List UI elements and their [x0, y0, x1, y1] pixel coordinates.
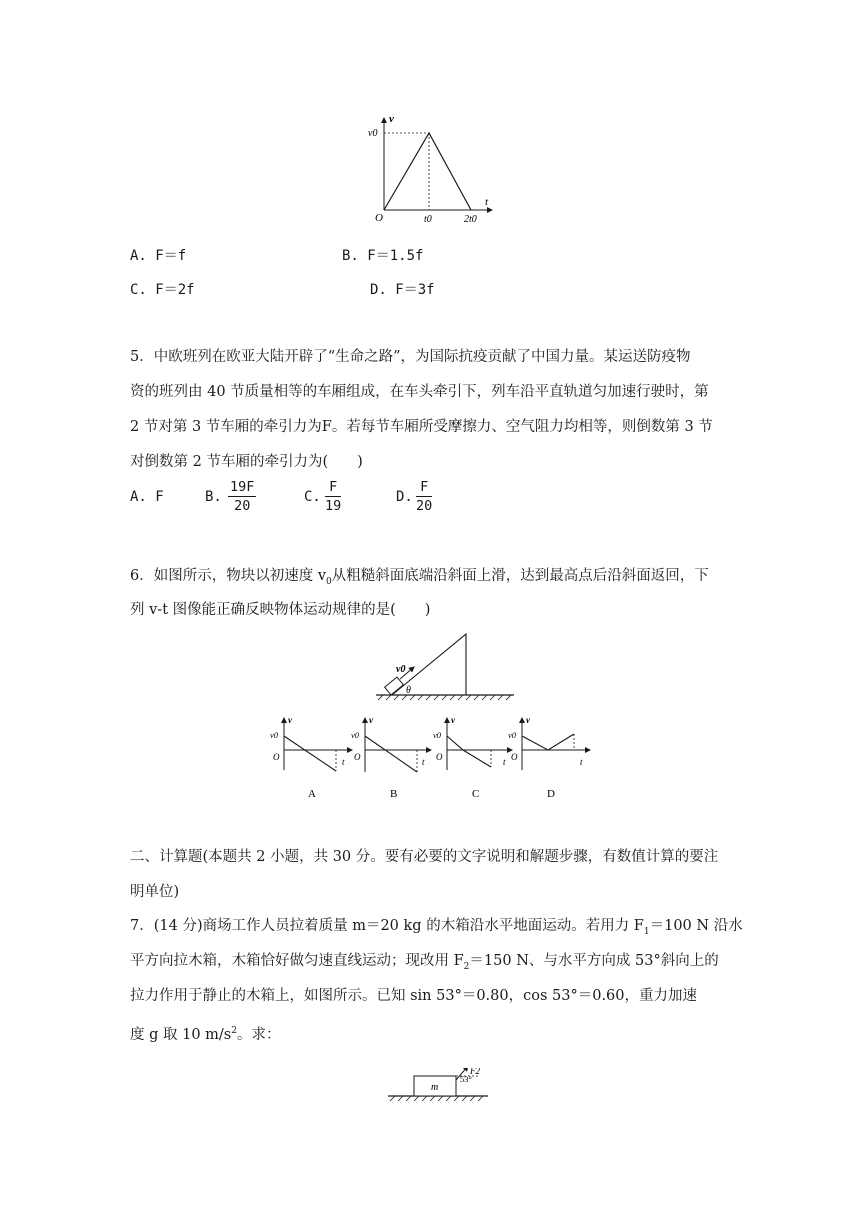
- q7-line-3: 拉力作用于静止的木箱上，如图所示。已知 sin 53°＝0.80，cos 53°＝0.60，重力加速: [130, 988, 698, 1004]
- q5-option-a[interactable]: A. F: [130, 489, 164, 505]
- fraction-numerator: F: [416, 478, 432, 497]
- ground-hatch: [390, 1096, 483, 1101]
- fraction-denominator: 20: [416, 498, 433, 514]
- q5-line-4: 对倒数第 2 节车厢的牵引力为( ): [130, 454, 363, 470]
- v-label: v: [389, 113, 394, 125]
- graph-b: [351, 715, 431, 800]
- q7-l2-sub: 2: [463, 961, 470, 972]
- q7-l2-b: ＝150 N、与水平方向成 53°斜向上的: [469, 953, 719, 969]
- graph-d-label: D: [547, 788, 555, 800]
- fraction-numerator: F: [325, 478, 341, 497]
- graph-d: [508, 715, 590, 800]
- graph-b-origin: O: [354, 752, 361, 762]
- graph-c-label: C: [472, 788, 480, 800]
- q5-option-b-prefix[interactable]: B.: [205, 489, 222, 505]
- q6-line-2: 列 v-t 图像能正确反映物体运动规律的是( ): [130, 602, 431, 618]
- q5-line-3: 2 节对第 3 节车厢的牵引力为F。若每节车厢所受摩擦力、空气阻力均相等，则倒数第 3 节: [130, 419, 713, 435]
- q5-option-d-prefix[interactable]: D.: [396, 489, 413, 505]
- q5-option-c-prefix[interactable]: C.: [304, 489, 321, 505]
- graph-a-v: v: [288, 715, 292, 725]
- q7-l2-a: 平方向拉木箱，木箱恰好做匀速直线运动；现改用 F: [130, 953, 464, 969]
- graph-b-v: v: [369, 715, 373, 725]
- angle-label: 53°: [460, 1074, 472, 1084]
- graph-options: [266, 714, 596, 804]
- q6-text-a: 6．如图所示，物块以初速度 v: [130, 568, 327, 584]
- q7-l1-sub: 1: [643, 926, 650, 937]
- incline-v0-label: v0: [396, 664, 406, 675]
- incline-figure: [374, 632, 518, 704]
- graph-d-origin: O: [511, 752, 518, 762]
- q5-line-1: 5．中欧班列在欧亚大陆开辟了“生命之路”，为国际抗疫贡献了中国力量。某运送防疫物: [130, 349, 691, 365]
- graph-b-label: B: [390, 788, 398, 800]
- 2t0-label: 2t0: [464, 214, 477, 225]
- fraction-denominator: 19: [325, 498, 342, 514]
- graph-a-origin: O: [273, 752, 280, 762]
- q5-option-c-fraction: [325, 478, 341, 515]
- graph-d-t: t: [580, 757, 583, 767]
- q7-l1-b: ＝100 N 沿水: [649, 918, 743, 934]
- q7-l4-sup: 2: [231, 1026, 237, 1036]
- q7-l1-a: 7．(14 分)商场工作人员拉着质量 m＝20 kg 的木箱沿水平地面运动。若用力 F: [130, 918, 644, 934]
- q5-line-2: 资的班列由 40 节质量相等的车厢组成，在车头牵引下，列车沿平直轨道匀加速行驶时，第: [130, 384, 709, 400]
- incline-theta-label: θ: [406, 685, 411, 696]
- graph-a-v0: v0: [270, 730, 279, 740]
- q7-line-1: [130, 916, 743, 942]
- graph-c-v0: v0: [433, 730, 442, 740]
- box-force-figure: [384, 1068, 494, 1108]
- ground-hatch: [378, 695, 511, 700]
- graph-d-v0: v0: [508, 730, 517, 740]
- graph-d-v: v: [526, 715, 530, 725]
- q4-option-b[interactable]: B. F＝1.5f: [342, 248, 424, 264]
- v0-label: v0: [368, 128, 378, 139]
- graph-c-t: t: [503, 757, 506, 767]
- section2-line-2: 明单位): [130, 884, 180, 900]
- f2-label: F2: [470, 1068, 480, 1076]
- q4-option-d[interactable]: D. F＝3f: [370, 282, 435, 298]
- q6-line-1: [130, 566, 709, 592]
- q6-sub: 0: [326, 576, 332, 587]
- q7-l4-a: 度 g 取 10 m/s: [130, 1026, 232, 1043]
- section2-line-1: 二、计算题(本题共 2 小题，共 30 分。要有必要的文字说明和解题步骤，有数值计算的要注: [130, 849, 719, 865]
- graph-a-t: t: [342, 757, 345, 767]
- q7-line-2: [130, 951, 719, 977]
- t-label: t: [485, 196, 489, 208]
- q4-option-c[interactable]: C. F＝2f: [130, 282, 195, 298]
- graph-b-t: t: [422, 757, 425, 767]
- q4-option-a[interactable]: A. F＝f: [130, 248, 187, 264]
- q7-line-4: [130, 1021, 280, 1045]
- graph-c: [433, 715, 512, 800]
- fraction-numerator: 19F: [230, 479, 255, 495]
- t0-label: t0: [424, 214, 432, 225]
- graph-b-v0: v0: [351, 730, 360, 740]
- graph-c-v: v: [451, 715, 455, 725]
- q5-option-d-fraction: [416, 478, 432, 515]
- fraction-denominator: 20: [234, 498, 251, 514]
- graph-a: [270, 715, 352, 800]
- graph-c-origin: O: [436, 752, 443, 762]
- box-m-label: m: [431, 1082, 439, 1093]
- vt-figure: [364, 112, 499, 226]
- graph-a-label: A: [308, 788, 316, 800]
- q7-l4-b: 。求：: [236, 1026, 281, 1043]
- q6-text-b: 从粗糙斜面底端沿斜面上滑，达到最高点后沿斜面返回，下: [331, 568, 709, 584]
- velocity-curve: [384, 133, 471, 210]
- block: [385, 677, 404, 695]
- origin-label: O: [375, 212, 383, 224]
- q5-option-b-fraction: [228, 478, 256, 515]
